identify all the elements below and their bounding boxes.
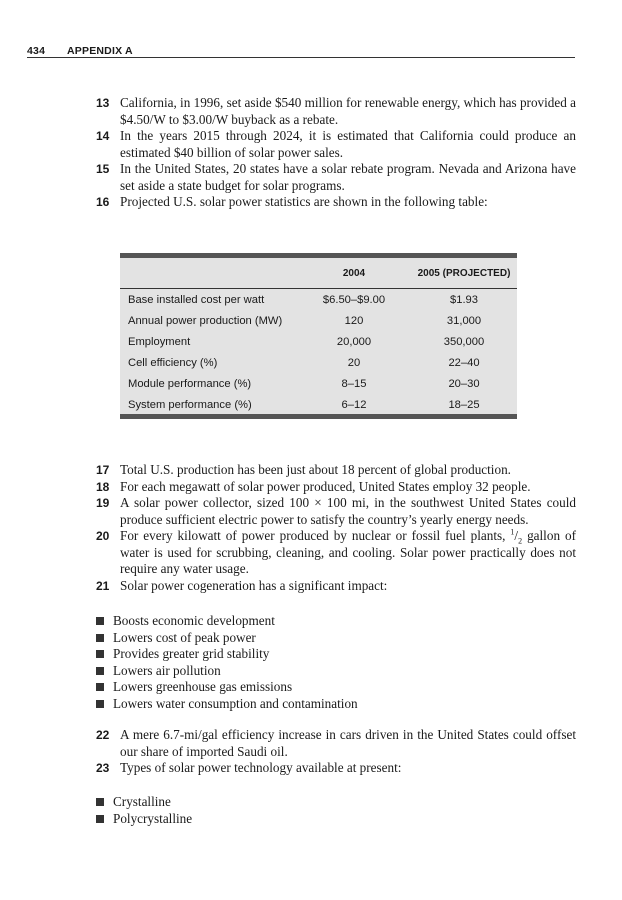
list-item: 19 A solar power collector, sized 100 × 100 mi, in the southwest United States could produce sufficient electric power to satisfy the country’s yearly energy needs. (96, 495, 576, 527)
table-header-row (120, 262, 517, 286)
bullet-item: Lowers water consumption and contamination (96, 696, 576, 713)
page-number: 434 (27, 45, 46, 57)
bullet-list-cogeneration (96, 613, 576, 712)
fraction-numerator: 1 (510, 527, 515, 537)
bullet-square-icon (96, 617, 104, 625)
list-item: 22 A mere 6.7-mi/gal efficiency increase in cars driven in the United States could offset our share of imported Saudi oil. (96, 727, 576, 759)
list-item: 20 For every kilowatt of power produced by nuclear or fossil fuel plants, $^1/_2$ gallon of water is used for scrubbing, cleaning, and cooling. Solar power practically does not require any water usage. (96, 527, 576, 576)
bullet-square-icon (96, 650, 104, 658)
table-header-cell: 2005 (PROJECTED) (417, 268, 511, 279)
header-rule (27, 57, 575, 58)
list-item: 23 Types of solar power technology available at present: (96, 760, 402, 775)
bullet-square-icon (96, 634, 104, 642)
table-header-rule (120, 288, 517, 289)
list-item: 15 In the United States, 20 states have a solar rebate program. Nevada and Arizona have set aside a state budget for solar programs. (96, 161, 576, 193)
bullet-item: Lowers air pollution (96, 663, 576, 680)
numbered-list-top (96, 95, 576, 211)
table-row: Cell efficiency (%) 20 22–40 (128, 357, 480, 369)
table-row: System performance (%) 6–12 18–25 (128, 399, 480, 411)
bullet-list-technology (96, 794, 576, 827)
numbered-list-bottom (96, 727, 576, 777)
section-title: APPENDIX A (67, 45, 133, 57)
solar-statistics-table (120, 253, 517, 419)
table-row: Employment 20,000 350,000 (128, 336, 485, 348)
bullet-square-icon (96, 683, 104, 691)
bullet-square-icon (96, 815, 104, 823)
list-item: 16 Projected U.S. solar power statistics are shown in the following table: (96, 194, 488, 209)
list-item: 18 For each megawatt of solar power produced, United States employ 32 people. (96, 478, 531, 494)
numbered-list-middle (96, 462, 576, 594)
table-header-cell: 2004 (342, 268, 366, 279)
list-item: 21 Solar power cogeneration has a significant impact: (96, 577, 388, 593)
bullet-item: Polycrystalline (96, 811, 576, 828)
bullet-square-icon (96, 667, 104, 675)
bullet-square-icon (96, 700, 104, 708)
bullet-item: Boosts economic development (96, 613, 576, 630)
bullet-square-icon (96, 798, 104, 806)
bullet-item: Crystalline (96, 794, 576, 811)
list-item: 13 California, in 1996, set aside $540 million for renewable energy, which has provided a $4.50/W to $3.00/W buyback as a rebate. (96, 95, 576, 127)
bullet-item: Lowers greenhouse gas emissions (96, 679, 576, 696)
table-row: Module performance (%) 8–15 20–30 (128, 378, 480, 390)
list-item: 17 Total U.S. production has been just about 18 percent of global production. (96, 462, 511, 477)
list-item: 14 In the years 2015 through 2024, it is estimated that California could produce an estimated $40 billion of solar power sales. (96, 128, 576, 160)
bullet-item: Provides greater grid stability (96, 646, 576, 663)
fraction-denominator: 2 (518, 536, 523, 546)
table-row: Annual power production (MW) 120 31,000 (128, 315, 482, 327)
table-row: Base installed cost per watt $6.50–$9.00 $1.93 (128, 294, 478, 306)
bullet-item: Lowers cost of peak power (96, 630, 576, 647)
